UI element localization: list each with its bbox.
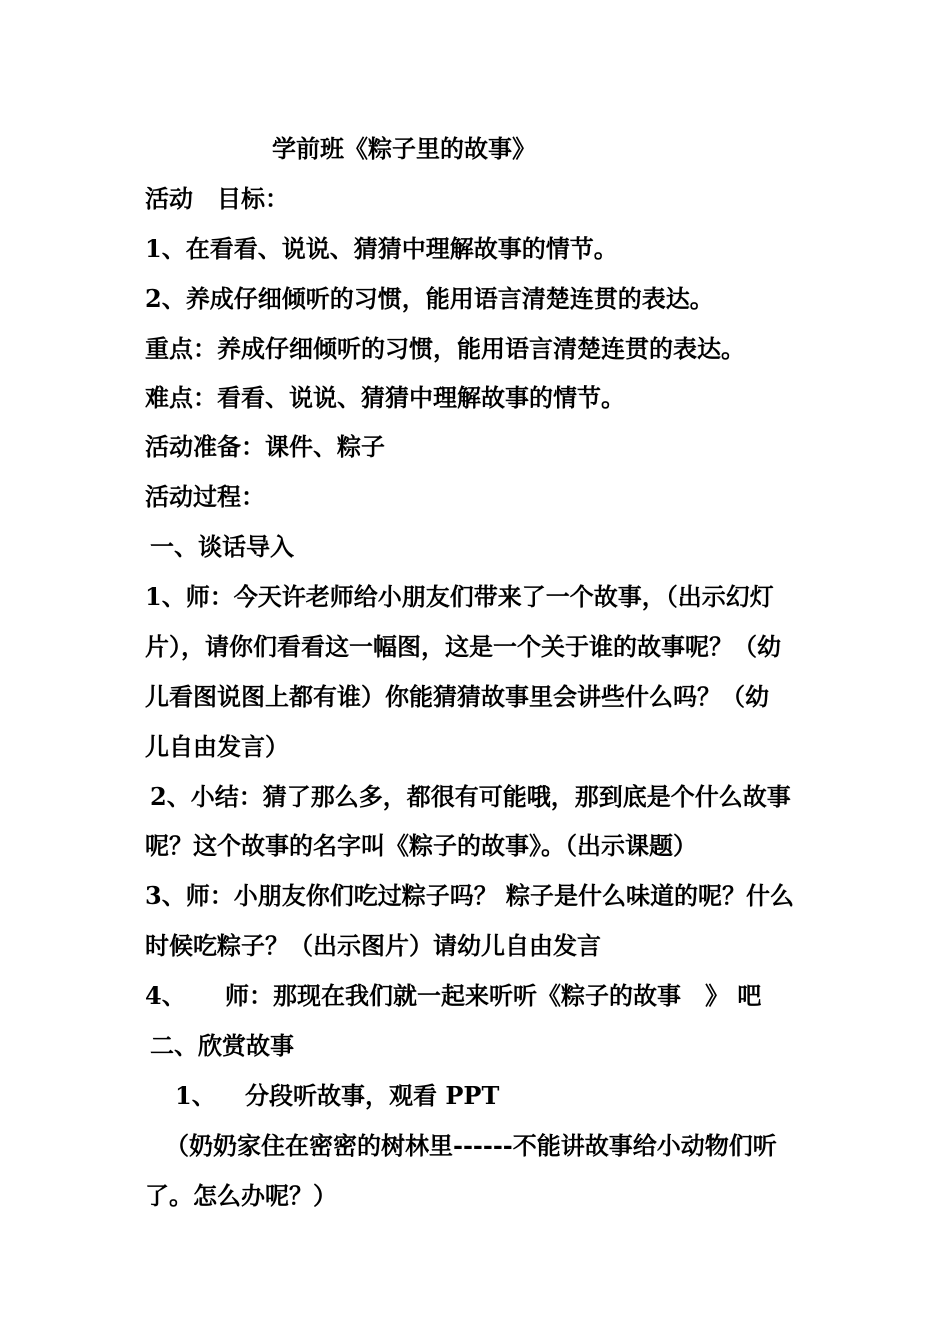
text-line: 重点：养成仔细倾听的习惯，能用语言清楚连贯的表达。 [145, 334, 745, 363]
text-line: （奶奶家住在密密的树林里------不能讲故事给小动物们听 [165, 1131, 777, 1160]
text-line: 活动 目标： [145, 184, 289, 213]
text-line: 呢？这个故事的名字叫《粽子的故事》。（出示课题） [145, 831, 697, 860]
text-line: 1、师：今天许老师给小朋友们带来了一个故事，（出示幻灯 [145, 582, 774, 611]
page-title: 学前班《粽子里的故事》 [272, 134, 536, 163]
text-line: 3、师：小朋友你们吃过粽子吗？ 粽子是什么味道的呢？什么 [145, 881, 795, 910]
text-line: 片），请你们看看这一幅图，这是一个关于谁的故事呢？（幼 [145, 632, 781, 661]
text-line: 2、养成仔细倾听的习惯，能用语言清楚连贯的表达。 [145, 284, 714, 313]
text-line: 了。怎么办呢？） [145, 1181, 337, 1210]
section-heading: 一、谈话导入 [150, 532, 294, 561]
text-line: 分段听故事，观看 PPT [245, 1081, 500, 1110]
text-line: 1、在看看、说说、猜猜中理解故事的情节。 [145, 234, 618, 263]
text-line: 2、小结：猜了那么多，都很有可能哦，那到底是个什么故事 [150, 782, 791, 811]
section-heading: 二、欣赏故事 [150, 1031, 294, 1060]
text-line: 时候吃粽子？（出示图片）请幼儿自由发言 [145, 931, 601, 960]
list-number: 4、 [145, 981, 186, 1010]
text-line: 儿自由发言） [145, 732, 289, 761]
text-line: 活动过程： [145, 482, 265, 511]
text-line: 师：那现在我们就一起来听听《粽子的故事 》 吧 [225, 981, 762, 1010]
text-line: 难点：看看、说说、猜猜中理解故事的情节。 [145, 383, 625, 412]
text-line: 儿看图说图上都有谁）你能猜猜故事里会讲些什么吗？（幼 [145, 682, 769, 711]
text-line: 活动准备：课件、粽子 [145, 432, 385, 461]
list-number: 1、 [175, 1081, 216, 1110]
